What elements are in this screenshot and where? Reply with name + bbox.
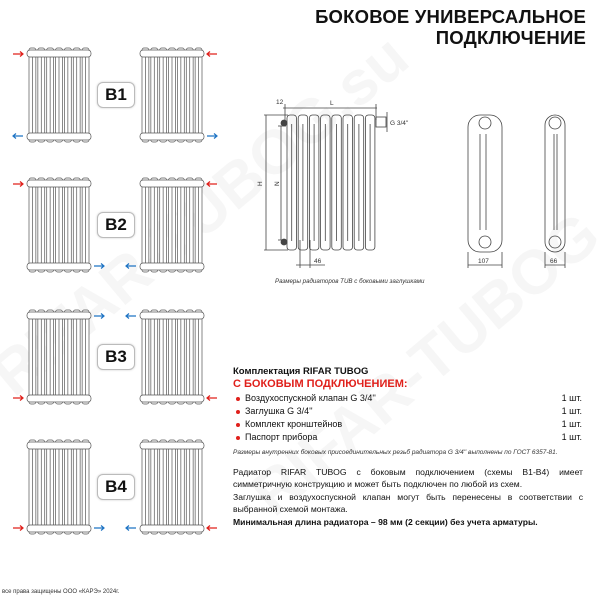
top-header [140,312,204,319]
return-arrow-icon [94,314,104,319]
dimension-drawing [250,90,600,280]
title-line: БОКОВОЕ УНИВЕРСАЛЬНОЕ [315,6,586,27]
supply-arrow-icon [13,526,23,531]
bottom-header [27,133,91,140]
return-arrow-icon [207,134,217,139]
scheme-badge: B2 [97,212,135,238]
return-arrow-icon [126,314,136,319]
copyright: все права защищены ООО «КАРЭ» 2024г. [2,589,120,595]
return-arrow-icon [13,134,23,139]
item-name: Воздухоспускной клапан G 3/4'' [245,393,376,403]
paragraph: Радиатор RIFAR TUBOG с боковым подключением (схемы B1-B4) имеет симметричную конструкцию и может быть подключен по любой из схем. [233,467,583,490]
top-header [27,180,91,187]
scheme-badge: B3 [97,344,135,370]
bottom-header [140,263,204,270]
item-name: Заглушка G 3/4'' [245,406,313,416]
bottom-header [27,525,91,532]
drawing-caption: Размеры радиаторов TUB с боковыми заглушками [275,278,425,285]
supply-arrow-icon [207,526,217,531]
item-qty: 1 шт. [561,432,582,442]
radiator-right [140,48,204,142]
dim-12: 12 [276,99,284,106]
radiator-right [140,310,204,404]
return-arrow-icon [126,264,136,269]
scheme-badge: B1 [97,82,135,108]
top-header [140,50,204,57]
dim-height: H [257,181,264,186]
return-arrow-icon [126,526,136,531]
item-name: Паспорт прибора [245,432,318,442]
dim-axis-distance: N [274,181,281,186]
paragraph: Минимальная длина радиатора – 98 мм (2 секции) без учета арматуры. [233,516,538,527]
scheme-badge: B4 [97,474,135,500]
return-arrow-icon [94,526,104,531]
title-line: ПОДКЛЮЧЕНИЕ [435,27,586,48]
dim-46: 46 [314,258,322,265]
bottom-header [27,263,91,270]
item-name: Комплект кронштейнов [245,419,343,429]
bottom-header [140,133,204,140]
top-header [27,50,91,57]
list-item [236,418,582,431]
bottom-header [27,395,91,402]
dim-107: 107 [478,258,489,265]
top-header [140,442,204,449]
bottom-header [140,525,204,532]
radiator-left [27,310,91,404]
supply-arrow-icon [207,182,217,187]
kit-subheading: С БОКОВЫМ ПОДКЛЮЧЕНИЕМ: [233,378,408,390]
top-header [140,180,204,187]
kit-heading: Комплектация RIFAR TUBOG [233,366,369,377]
dim-length: L [330,100,334,107]
supply-arrow-icon [13,396,23,401]
top-header [27,312,91,319]
page-title [315,6,586,48]
kit-note: Размеры внутренних боковых присоединительных резьб радиатора G 3/4'' выполнены по ГОСТ 6357-81. [233,449,558,456]
item-qty: 1 шт. [561,393,582,403]
radiator-left [27,48,91,142]
description [233,466,583,528]
dim-66: 66 [550,258,558,265]
item-qty: 1 шт. [561,406,582,416]
return-arrow-icon [94,264,104,269]
radiator-right [140,440,204,534]
radiator-left [27,440,91,534]
list-item [236,392,582,405]
dim-thread: G 3/4'' [390,120,409,127]
radiator-left [27,178,91,272]
supply-arrow-icon [13,182,23,187]
radiator-right [140,178,204,272]
top-header [27,442,91,449]
kit-list [236,392,582,444]
supply-arrow-icon [207,396,217,401]
list-item [236,431,582,444]
air-valve-icon [281,120,287,126]
list-item [236,405,582,418]
supply-arrow-icon [207,52,217,57]
item-qty: 1 шт. [561,419,582,429]
bottom-header [140,395,204,402]
paragraph: Заглушка и воздухоспускной клапан могут быть перенесены в соответствии с выбранной схемой монтажа. [233,491,583,515]
supply-arrow-icon [13,52,23,57]
